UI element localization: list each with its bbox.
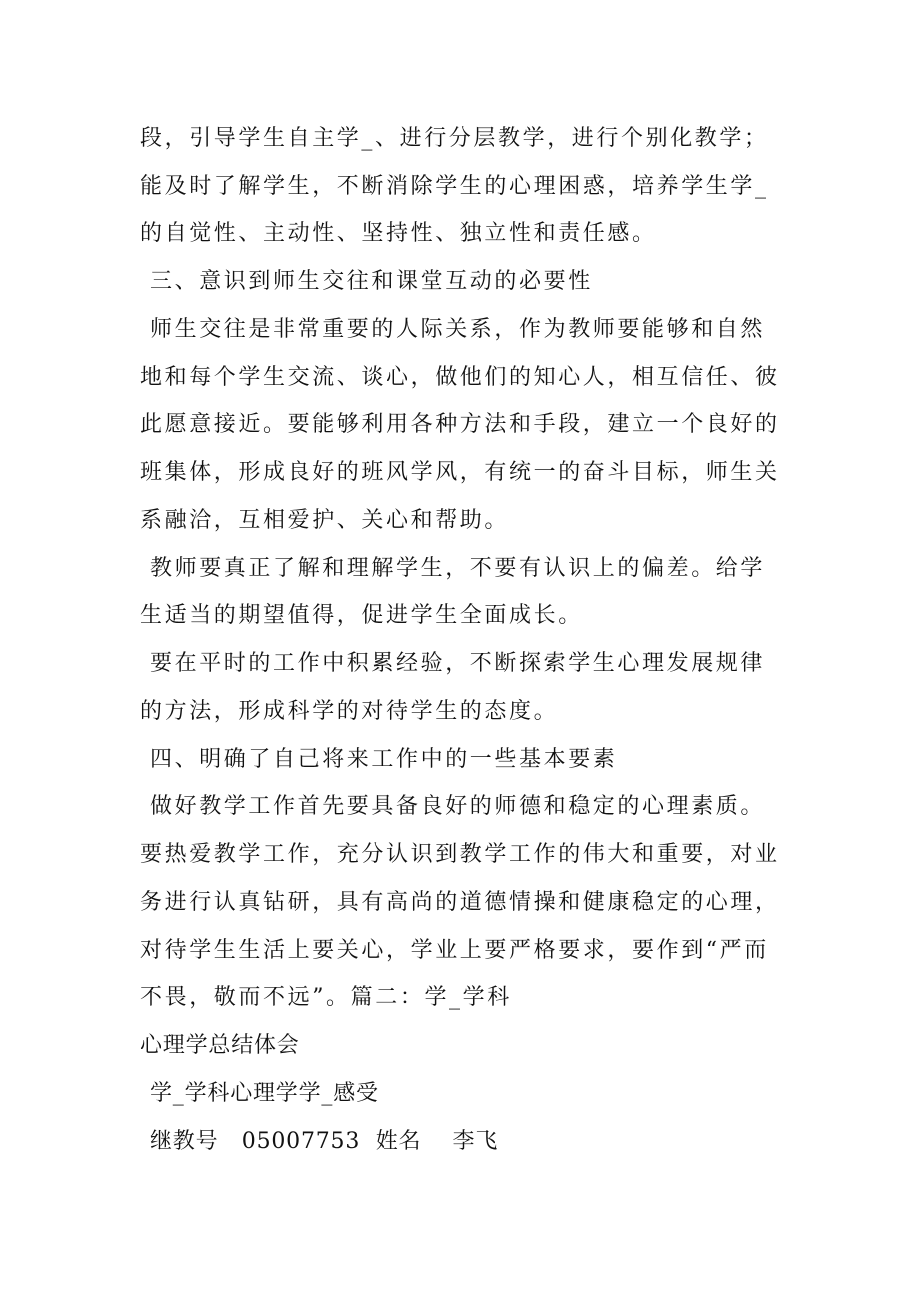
text-line: 师生交往是非常重要的人际关系，作为教师要能够和自然	[150, 317, 766, 342]
text-line: 心理学总结体会	[140, 1033, 300, 1058]
text-line: 要热爱教学工作，充分认识到教学工作的伟大和重要，对业	[140, 842, 780, 867]
text-line: 段，引导学生自主学_、进行分层教学，进行个别化教学；	[140, 126, 769, 151]
text-line: 学_学科心理学学_感受	[150, 1081, 379, 1106]
text-line: 教师要真正了解和理解学生，不要有认识上的偏差。给学	[150, 556, 766, 581]
text-line: 生适当的期望值得，促进学生全面成长。	[140, 603, 583, 628]
author-info: 继教号 05007753 姓名 李飞	[150, 1129, 499, 1154]
section-heading: 三、意识到师生交往和课堂互动的必要性	[150, 269, 593, 294]
text-line: 系融洽，互相爱护、关心和帮助。	[140, 508, 510, 533]
section-heading: 四、明确了自己将来工作中的一些基本要素	[150, 747, 618, 772]
text-line: 此愿意接近。要能够利用各种方法和手段，建立一个良好的	[140, 412, 780, 437]
text-line: 不畏，敬而不远”。篇二：学_学科	[140, 985, 512, 1010]
text-line: 的方法，形成科学的对待学生的态度。	[140, 699, 559, 724]
text-line: 班集体，形成良好的班风学风，有统一的奋斗目标，师生关	[140, 460, 780, 485]
text-line: 的自觉性、主动性、坚持性、独立性和责任感。	[140, 221, 657, 246]
text-line: 做好教学工作首先要具备良好的师德和稳定的心理素质。	[150, 794, 766, 819]
text-line: 务进行认真钻研，具有高尚的道德情操和健康稳定的心理，	[140, 890, 780, 915]
text-line: 能及时了解学生，不断消除学生的心理困惑，培养学生学_	[140, 174, 769, 199]
text-line: 对待学生生活上要关心，学业上要严格要求，要作到“严而	[140, 938, 769, 963]
text-line: 要在平时的工作中积累经验，不断探索学生心理发展规律	[150, 651, 766, 676]
text-line: 地和每个学生交流、谈心，做他们的知心人，相互信任、彼	[140, 365, 780, 390]
